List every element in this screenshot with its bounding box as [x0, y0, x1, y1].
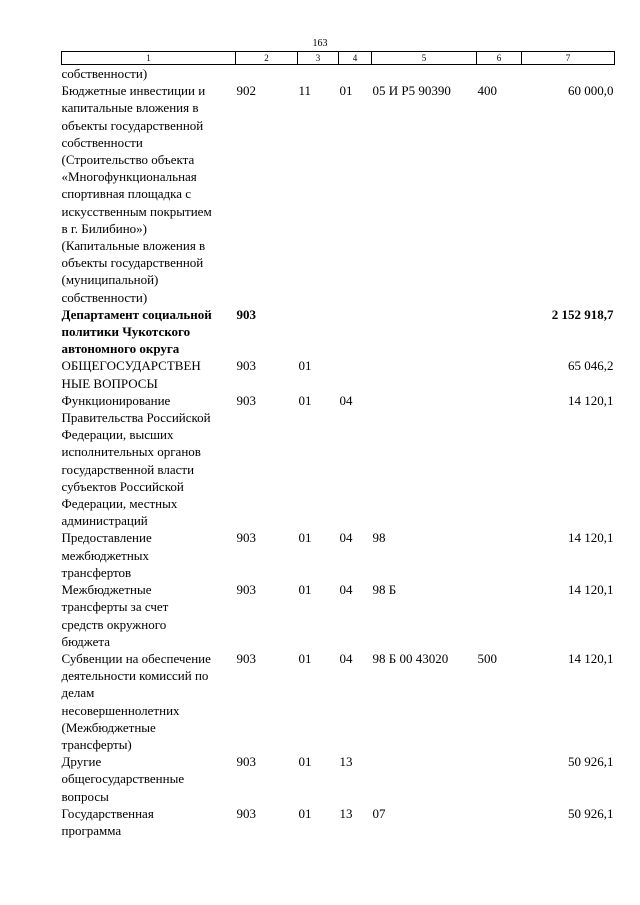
section-code: 01 — [298, 805, 312, 821]
amount: 50 926,1 — [568, 754, 614, 770]
ministry-code: 903 — [236, 754, 256, 770]
section-code: 01 — [298, 392, 312, 408]
table-row — [62, 650, 615, 753]
table-row — [62, 529, 615, 581]
row-name: Межбюджетные трансферты за счет средств окружного бюджета — [61, 582, 169, 649]
target-article-code: 07 — [372, 805, 386, 821]
column-number-header: 7 — [522, 52, 615, 65]
amount: 14 120,1 — [568, 392, 614, 408]
row-name: Предоставление межбюджетных трансфертов — [61, 530, 152, 580]
expense-type-code — [477, 753, 522, 805]
column-number-header: 4 — [339, 52, 372, 65]
ministry-code: 903 — [236, 358, 256, 374]
ministry-code: 902 — [236, 83, 256, 99]
column-number-header: 5 — [372, 52, 477, 65]
row-name: собственности) — [61, 66, 148, 81]
table-row — [62, 753, 615, 805]
target-article-code — [372, 392, 477, 530]
ministry-code: 903 — [236, 805, 256, 821]
target-article-code: 98 — [372, 530, 386, 546]
column-number-row — [62, 52, 615, 65]
row-name: Бюджетные инвестиции и капитальные вложения в объекты государственной собственности (Строительство объекта «Многофункциональная спортивная площадка с искусственным покрытием в г. Билибино») (Капитальные вложения в объекты государственной (муниципальной) собственности) — [61, 83, 212, 305]
column-number-header: 3 — [298, 52, 339, 65]
column-number-header: 2 — [236, 52, 298, 65]
subsection-code: 13 — [339, 754, 353, 770]
subsection-code — [339, 306, 372, 358]
table-row — [62, 392, 615, 530]
row-name: ОБЩЕГОСУДАРСТВЕН НЫЕ ВОПРОСЫ — [61, 358, 201, 391]
subsection-code: 04 — [339, 530, 353, 546]
row-name: Государственная программа — [61, 805, 154, 838]
target-article-code — [372, 753, 477, 805]
ministry-code: 903 — [236, 582, 256, 598]
budget-table — [61, 51, 615, 839]
expense-type-code: 400 — [477, 83, 497, 99]
expense-type-code — [477, 306, 522, 358]
amount: 2 152 918,7 — [551, 306, 614, 322]
expense-type-code — [477, 357, 522, 391]
amount: 60 000,0 — [568, 83, 614, 99]
expense-type-code — [477, 65, 522, 83]
target-article-code — [372, 65, 477, 83]
row-name: Департамент социальной политики Чукотского автономного округа — [61, 306, 212, 357]
ministry-code: 903 — [236, 306, 256, 322]
target-article-code — [372, 357, 477, 391]
amount: 65 046,2 — [568, 358, 614, 374]
row-name: Другие общегосударственные вопросы — [61, 754, 185, 804]
subsection-code: 13 — [339, 805, 353, 821]
table-row — [62, 306, 615, 358]
expense-type-code — [477, 529, 522, 581]
section-code: 01 — [298, 754, 312, 770]
column-number-header: 6 — [477, 52, 522, 65]
amount: 14 120,1 — [568, 582, 614, 598]
amount: 14 120,1 — [568, 530, 614, 546]
target-article-code: 98 Б 00 43020 — [372, 650, 449, 666]
section-code: 01 — [298, 358, 312, 374]
ministry-code — [236, 65, 298, 83]
target-article-code: 98 Б — [372, 582, 397, 598]
table-row — [62, 82, 615, 306]
section-code: 11 — [298, 83, 312, 99]
subsection-code: 04 — [339, 582, 353, 598]
subsection-code — [339, 65, 372, 83]
subsection-code — [339, 357, 372, 391]
section-code: 01 — [298, 530, 312, 546]
expense-type-code — [477, 805, 522, 839]
amount — [522, 65, 615, 83]
amount: 14 120,1 — [568, 650, 614, 666]
section-code — [298, 306, 339, 358]
ministry-code: 903 — [236, 530, 256, 546]
amount: 50 926,1 — [568, 805, 614, 821]
section-code: 01 — [298, 650, 312, 666]
target-article-code — [372, 306, 477, 358]
table-row — [62, 65, 615, 83]
row-name: Субвенции на обеспечение деятельности комиссий по делам несовершеннолетних (Межбюджетные трансферты) — [61, 650, 211, 752]
table-row — [62, 581, 615, 650]
page-number: 163 — [312, 38, 328, 49]
table-row — [62, 805, 615, 839]
column-number-header: 1 — [62, 52, 236, 65]
subsection-code: 04 — [339, 392, 353, 408]
table-row — [62, 357, 615, 391]
expense-type-code: 500 — [477, 650, 497, 666]
ministry-code: 903 — [236, 650, 256, 666]
subsection-code: 01 — [339, 83, 353, 99]
row-name: Функционирование Правительства Российской Федерации, высших исполнительных органов государственной власти субъектов Российской Федерации, местных администраций — [61, 392, 211, 529]
expense-type-code — [477, 581, 522, 650]
subsection-code: 04 — [339, 650, 353, 666]
ministry-code: 903 — [236, 392, 256, 408]
section-code: 01 — [298, 582, 312, 598]
expense-type-code — [477, 392, 522, 530]
target-article-code: 05 И Р5 90390 — [372, 83, 451, 99]
section-code — [298, 65, 339, 83]
